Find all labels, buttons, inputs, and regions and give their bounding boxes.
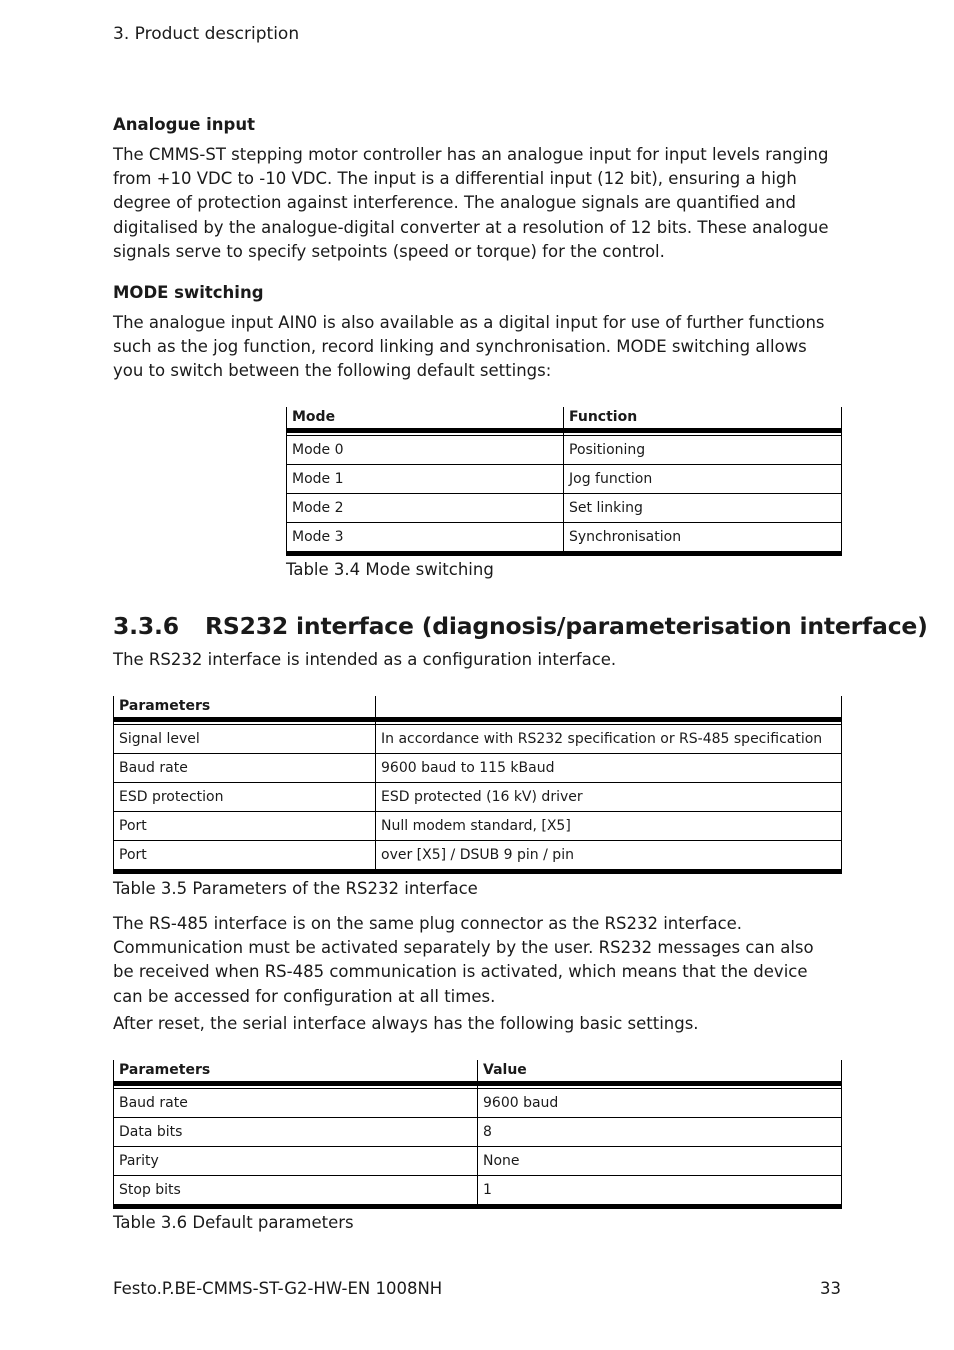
table-row — [114, 1176, 842, 1207]
column-header: Function — [564, 407, 842, 431]
table-cell: Mode 0 — [287, 436, 564, 465]
table-cell: 1 — [478, 1176, 842, 1207]
table-cell: Port — [114, 812, 376, 841]
table-cell: Null modem standard, [X5] — [376, 812, 842, 841]
table-cell: over [X5] / DSUB 9 pin / pin — [376, 841, 842, 872]
table-cell: 9600 baud — [478, 1089, 842, 1118]
table-cell: Mode 3 — [287, 523, 564, 554]
mode-switching-text: The analogue input AIN0 is also available as a digital input for use of further functions such as the jog function, record linking and synchronisation. MODE switching allows you to switch between the following default settings: — [113, 313, 825, 381]
table-caption: Table 3.5 Parameters of the RS232 interface — [113, 879, 478, 898]
table-cell: Mode 1 — [287, 465, 564, 494]
table-cell: Baud rate — [114, 1089, 478, 1118]
table-cell: 8 — [478, 1118, 842, 1147]
column-header — [376, 696, 842, 720]
table-row — [287, 494, 842, 523]
mode-switching-heading: MODE switching — [113, 283, 264, 302]
table-cell: In accordance with RS232 specification or RS-485 specification — [376, 725, 842, 754]
table-cell: Stop bits — [114, 1176, 478, 1207]
section-intro: The RS232 interface is intended as a configuration interface. — [113, 650, 617, 669]
table-cell: Mode 2 — [287, 494, 564, 523]
table-cell: Parity — [114, 1147, 478, 1176]
table-cell: Positioning — [564, 436, 842, 465]
analogue-input-heading: Analogue input — [113, 115, 255, 134]
table-caption: Table 3.6 Default parameters — [113, 1213, 354, 1232]
section-title: RS232 interface (diagnosis/parameterisation interface) — [205, 612, 928, 640]
rs232-parameters-table — [113, 696, 842, 874]
table-cell: Synchronisation — [564, 523, 842, 554]
footer-page-number: 33 — [820, 1279, 841, 1298]
table-cell: None — [478, 1147, 842, 1176]
table-row — [114, 1089, 842, 1118]
table-row — [114, 754, 842, 783]
table-row — [287, 465, 842, 494]
table-cell: Signal level — [114, 725, 376, 754]
rs485-paragraph: The RS-485 interface is on the same plug connector as the RS232 interface. Communication must be activated separately by the user. RS232 messages can also be received when RS-485 communication is activated, which means that the device can be accessed for configuration at all times. — [113, 914, 814, 1006]
table-row — [114, 1147, 842, 1176]
column-header: Parameters — [114, 1060, 478, 1084]
table-row — [287, 436, 842, 465]
table-cell: Port — [114, 841, 376, 872]
table-row — [114, 1118, 842, 1147]
table-row — [287, 523, 842, 554]
default-parameters-table — [113, 1060, 842, 1209]
table-cell: Baud rate — [114, 754, 376, 783]
table-cell: ESD protected (16 kV) driver — [376, 783, 842, 812]
column-header: Value — [478, 1060, 842, 1084]
table-row — [114, 841, 842, 872]
analogue-input-text: The CMMS-ST stepping motor controller has an analogue input for input levels ranging from +10 VDC to -10 VDC. The input is a differential input (12 bit), ensuring a high degree of protection against interference. The analogue signals are quantified and digitalised by the analogue-digital converter at a resolution of 12 bits. These analogue signals serve to specify setpoints (speed or torque) for the control. — [113, 145, 829, 261]
table-row — [114, 783, 842, 812]
table-row — [114, 812, 842, 841]
table-header-row — [114, 1060, 842, 1084]
table-cell: 9600 baud to 115 kBaud — [376, 754, 842, 783]
section-number: 3.3.6 — [113, 612, 179, 640]
column-header: Mode — [287, 407, 564, 431]
table-cell: Set linking — [564, 494, 842, 523]
mode-switching-table — [286, 407, 842, 556]
table-header-row — [114, 696, 842, 720]
table-header-row — [287, 407, 842, 431]
table-cell: Data bits — [114, 1118, 478, 1147]
table-row — [114, 725, 842, 754]
reset-paragraph: After reset, the serial interface always has the following basic settings. — [113, 1014, 699, 1033]
table-caption: Table 3.4 Mode switching — [286, 560, 494, 579]
table-cell: ESD protection — [114, 783, 376, 812]
running-head: 3. Product description — [113, 24, 300, 44]
column-header: Parameters — [114, 696, 376, 720]
section-heading — [113, 612, 928, 640]
footer-document-id: Festo.P.BE-CMMS-ST-G2-HW-EN 1008NH — [113, 1279, 443, 1298]
table-cell: Jog function — [564, 465, 842, 494]
